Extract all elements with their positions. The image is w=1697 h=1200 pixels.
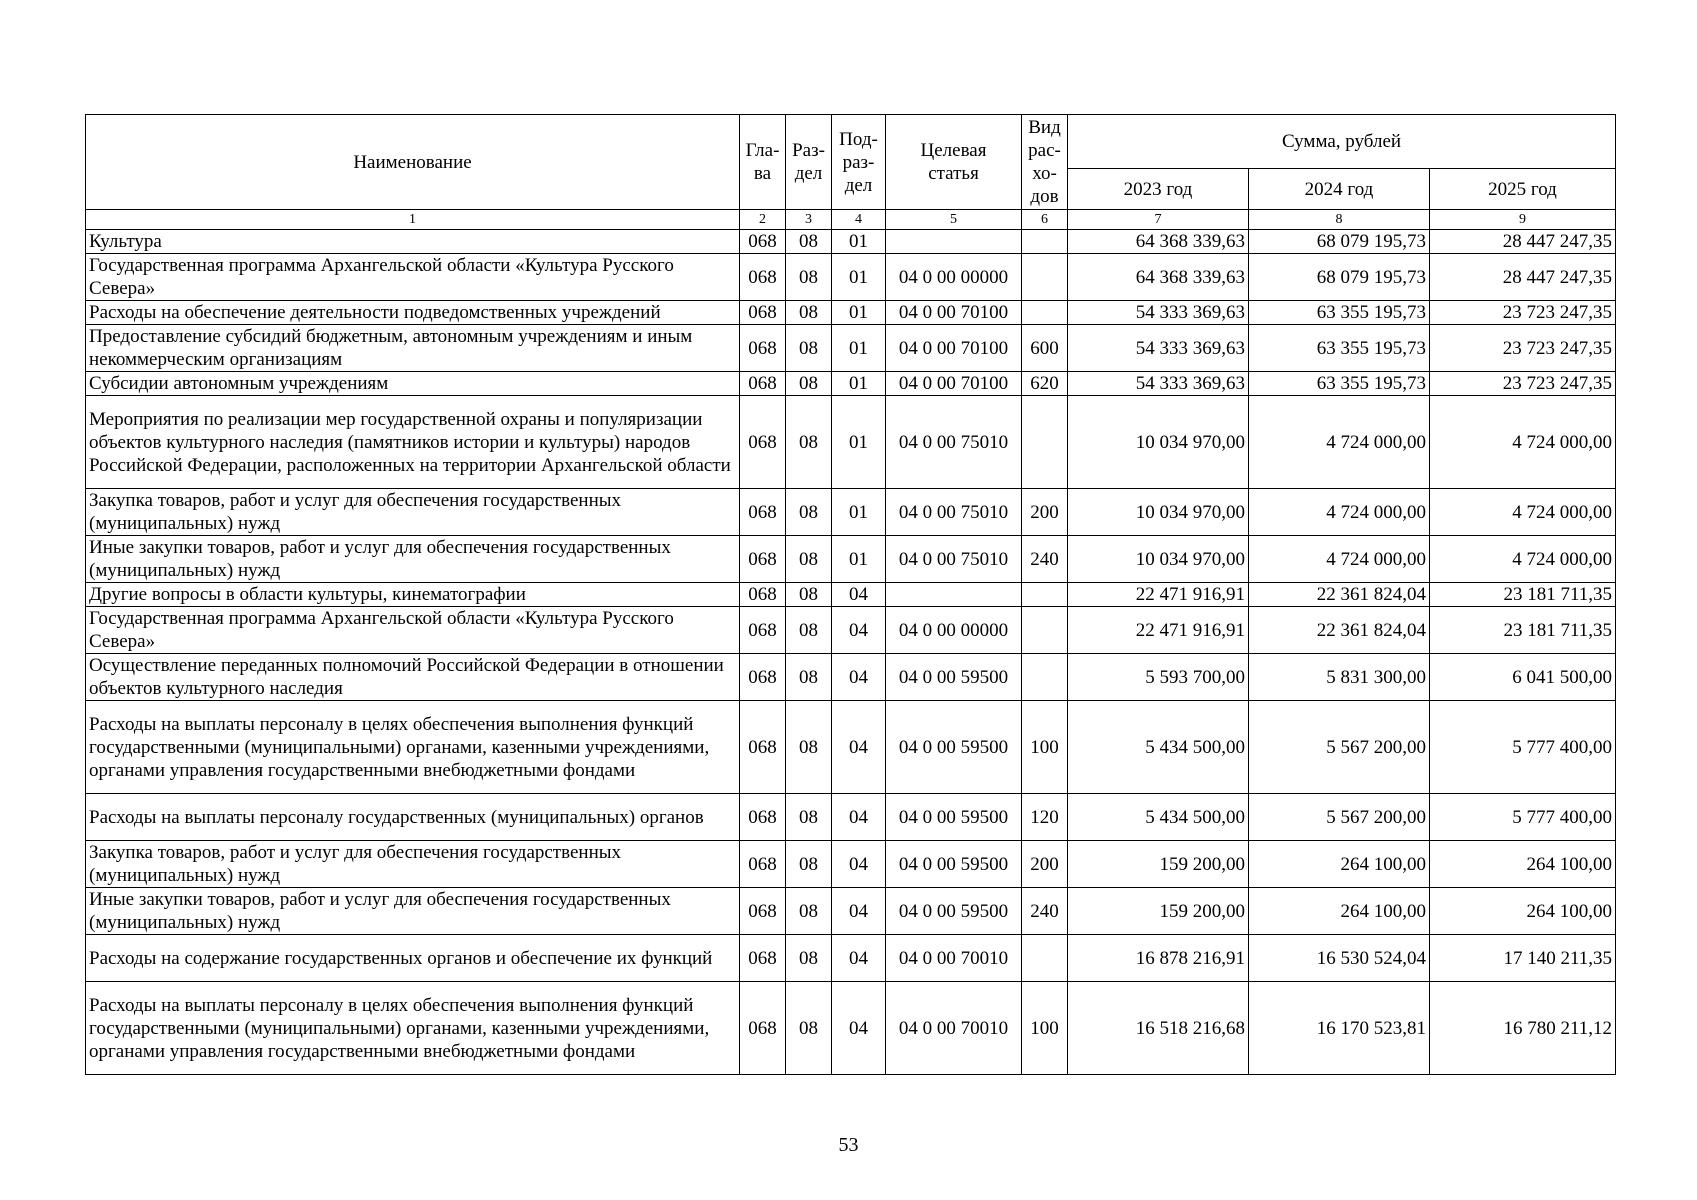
row-amount-2025-cell: 23 181 711,35 [1430,583,1616,607]
row-section-cell: 08 [786,935,832,982]
row-amount-2024-cell: 4 724 000,00 [1249,536,1430,583]
row-name-cell: Государственная программа Архангельской области «Культура Русского Севера» [86,254,740,301]
row-subsection-cell: 01 [832,254,886,301]
row-amount-2024-cell: 264 100,00 [1249,841,1430,888]
row-kind-cell [1022,254,1068,301]
row-section-cell: 08 [786,396,832,489]
row-section-cell: 08 [786,888,832,935]
row-subsection-cell: 04 [832,841,886,888]
row-amount-2023-cell: 5 593 700,00 [1068,654,1249,701]
row-amount-2025-cell: 6 041 500,00 [1430,654,1616,701]
row-target-cell: 04 0 00 70010 [886,935,1022,982]
row-subsection-cell: 04 [832,982,886,1075]
row-name-cell: Закупка товаров, работ и услуг для обеспечения государственных (муниципальных) нужд [86,489,740,536]
row-name-cell: Государственная программа Архангельской области «Культура Русского Севера» [86,607,740,654]
table-row [86,254,1616,301]
row-subsection-cell: 01 [832,536,886,583]
row-chapter-cell: 068 [740,935,786,982]
row-amount-2023-cell: 10 034 970,00 [1068,396,1249,489]
table-row [86,489,1616,536]
row-target-cell: 04 0 00 59500 [886,654,1022,701]
row-chapter-cell: 068 [740,982,786,1075]
row-amount-2025-cell: 23 181 711,35 [1430,607,1616,654]
column-number: 5 [886,210,1022,230]
table-header [86,115,1616,230]
budget-table [85,114,1616,1075]
header-target: Целевая статья [886,115,1022,210]
row-section-cell: 08 [786,301,832,325]
row-target-cell: 04 0 00 59500 [886,701,1022,794]
table-row [86,607,1616,654]
row-subsection-cell: 04 [832,583,886,607]
row-target-cell: 04 0 00 70100 [886,372,1022,396]
row-amount-2025-cell: 4 724 000,00 [1430,489,1616,536]
row-amount-2024-cell: 63 355 195,73 [1249,372,1430,396]
row-subsection-cell: 01 [832,372,886,396]
row-target-cell: 04 0 00 75010 [886,536,1022,583]
row-target-cell: 04 0 00 59500 [886,888,1022,935]
table-row [86,982,1616,1075]
row-chapter-cell: 068 [740,396,786,489]
row-target-cell [886,230,1022,254]
row-chapter-cell: 068 [740,841,786,888]
row-amount-2025-cell: 16 780 211,12 [1430,982,1616,1075]
row-amount-2024-cell: 16 170 523,81 [1249,982,1430,1075]
header-year-2023: 2023 год [1068,169,1249,210]
row-chapter-cell: 068 [740,607,786,654]
row-amount-2025-cell: 17 140 211,35 [1430,935,1616,982]
row-section-cell: 08 [786,372,832,396]
row-name-cell: Культура [86,230,740,254]
row-amount-2025-cell: 264 100,00 [1430,841,1616,888]
row-subsection-cell: 01 [832,325,886,372]
row-section-cell: 08 [786,841,832,888]
row-amount-2023-cell: 5 434 500,00 [1068,701,1249,794]
column-number: 1 [86,210,740,230]
row-amount-2024-cell: 264 100,00 [1249,888,1430,935]
column-number: 9 [1430,210,1616,230]
row-subsection-cell: 04 [832,888,886,935]
row-kind-cell [1022,301,1068,325]
row-name-cell: Расходы на выплаты персоналу в целях обеспечения выполнения функций государственными (муниципальными) органами, казенными учреждениями, органами управления государственными внебюджетными фондами [86,982,740,1075]
row-section-cell: 08 [786,254,832,301]
row-section-cell: 08 [786,489,832,536]
row-chapter-cell: 068 [740,489,786,536]
row-target-cell: 04 0 00 75010 [886,396,1022,489]
header-subsection: Под- раз- дел [832,115,886,210]
row-kind-cell [1022,935,1068,982]
row-kind-cell: 200 [1022,841,1068,888]
row-name-cell: Мероприятия по реализации мер государственной охраны и популяризации объектов культурного наследия (памятников истории и культуры) народов Российской Федерации, расположенных на территории Архангельской области [86,396,740,489]
row-amount-2025-cell: 264 100,00 [1430,888,1616,935]
row-target-cell: 04 0 00 59500 [886,794,1022,841]
header-year-2025: 2025 год [1430,169,1616,210]
row-target-cell: 04 0 00 70010 [886,982,1022,1075]
table-row [86,536,1616,583]
row-kind-cell: 240 [1022,536,1068,583]
row-name-cell: Субсидии автономным учреждениям [86,372,740,396]
column-number: 3 [786,210,832,230]
row-subsection-cell: 04 [832,701,886,794]
row-chapter-cell: 068 [740,654,786,701]
page-number: 53 [838,1134,859,1156]
row-amount-2025-cell: 5 777 400,00 [1430,701,1616,794]
row-amount-2024-cell: 16 530 524,04 [1249,935,1430,982]
table-row [86,301,1616,325]
row-chapter-cell: 068 [740,325,786,372]
row-section-cell: 08 [786,230,832,254]
column-number: 4 [832,210,886,230]
row-amount-2023-cell: 22 471 916,91 [1068,583,1249,607]
table-row [86,888,1616,935]
row-subsection-cell: 01 [832,301,886,325]
table-row [86,935,1616,982]
row-name-cell: Расходы на обеспечение деятельности подведомственных учреждений [86,301,740,325]
row-amount-2023-cell: 54 333 369,63 [1068,325,1249,372]
row-name-cell: Расходы на выплаты персоналу в целях обеспечения выполнения функций государственными (муниципальными) органами, казенными учреждениями, органами управления государственными внебюджетными фондами [86,701,740,794]
table-row [86,325,1616,372]
row-kind-cell: 240 [1022,888,1068,935]
row-name-cell: Иные закупки товаров, работ и услуг для обеспечения государственных (муниципальных) нужд [86,888,740,935]
row-name-cell: Расходы на содержание государственных органов и обеспечение их функций [86,935,740,982]
row-subsection-cell: 04 [832,935,886,982]
row-amount-2024-cell: 68 079 195,73 [1249,254,1430,301]
row-kind-cell [1022,230,1068,254]
row-amount-2023-cell: 159 200,00 [1068,888,1249,935]
row-kind-cell: 100 [1022,982,1068,1075]
row-section-cell: 08 [786,536,832,583]
row-amount-2023-cell: 22 471 916,91 [1068,607,1249,654]
row-target-cell: 04 0 00 00000 [886,254,1022,301]
row-section-cell: 08 [786,794,832,841]
row-amount-2025-cell: 4 724 000,00 [1430,536,1616,583]
row-section-cell: 08 [786,325,832,372]
column-number: 6 [1022,210,1068,230]
row-amount-2025-cell: 4 724 000,00 [1430,396,1616,489]
table-row [86,701,1616,794]
row-name-cell: Другие вопросы в области культуры, кинематографии [86,583,740,607]
table-row [86,654,1616,701]
row-target-cell: 04 0 00 59500 [886,841,1022,888]
row-kind-cell: 600 [1022,325,1068,372]
row-kind-cell [1022,396,1068,489]
row-amount-2024-cell: 4 724 000,00 [1249,489,1430,536]
row-kind-cell [1022,654,1068,701]
row-subsection-cell: 01 [832,489,886,536]
row-amount-2024-cell: 5 831 300,00 [1249,654,1430,701]
row-name-cell: Расходы на выплаты персоналу государственных (муниципальных) органов [86,794,740,841]
table-row [86,841,1616,888]
row-target-cell: 04 0 00 00000 [886,607,1022,654]
row-name-cell: Предоставление субсидий бюджетным, автономным учреждениям и иным некоммерческим организациям [86,325,740,372]
row-section-cell: 08 [786,583,832,607]
row-chapter-cell: 068 [740,254,786,301]
row-section-cell: 08 [786,654,832,701]
row-target-cell: 04 0 00 70100 [886,325,1022,372]
row-target-cell [886,583,1022,607]
row-amount-2024-cell: 63 355 195,73 [1249,301,1430,325]
table-row [86,583,1616,607]
table-row [86,794,1616,841]
table-row [86,396,1616,489]
row-amount-2025-cell: 5 777 400,00 [1430,794,1616,841]
row-amount-2024-cell: 5 567 200,00 [1249,701,1430,794]
row-amount-2023-cell: 54 333 369,63 [1068,301,1249,325]
row-section-cell: 08 [786,607,832,654]
row-chapter-cell: 068 [740,888,786,935]
row-chapter-cell: 068 [740,230,786,254]
row-chapter-cell: 068 [740,794,786,841]
row-kind-cell: 200 [1022,489,1068,536]
row-amount-2025-cell: 28 447 247,35 [1430,230,1616,254]
row-subsection-cell: 01 [832,230,886,254]
row-kind-cell: 100 [1022,701,1068,794]
row-chapter-cell: 068 [740,583,786,607]
row-amount-2025-cell: 23 723 247,35 [1430,301,1616,325]
row-subsection-cell: 01 [832,396,886,489]
row-kind-cell [1022,607,1068,654]
row-subsection-cell: 04 [832,654,886,701]
column-number: 8 [1249,210,1430,230]
row-chapter-cell: 068 [740,372,786,396]
row-amount-2025-cell: 23 723 247,35 [1430,372,1616,396]
header-sum: Сумма, рублей [1068,115,1616,169]
row-subsection-cell: 04 [832,607,886,654]
row-amount-2023-cell: 159 200,00 [1068,841,1249,888]
header-name: Наименование [86,115,740,210]
row-amount-2025-cell: 23 723 247,35 [1430,325,1616,372]
row-section-cell: 08 [786,982,832,1075]
row-amount-2024-cell: 68 079 195,73 [1249,230,1430,254]
row-amount-2024-cell: 22 361 824,04 [1249,607,1430,654]
column-number: 7 [1068,210,1249,230]
table-row [86,372,1616,396]
row-target-cell: 04 0 00 75010 [886,489,1022,536]
row-amount-2023-cell: 10 034 970,00 [1068,489,1249,536]
table-row [86,230,1616,254]
row-kind-cell: 120 [1022,794,1068,841]
row-name-cell: Закупка товаров, работ и услуг для обеспечения государственных (муниципальных) нужд [86,841,740,888]
row-amount-2023-cell: 5 434 500,00 [1068,794,1249,841]
column-number: 2 [740,210,786,230]
header-chapter: Гла- ва [740,115,786,210]
row-target-cell: 04 0 00 70100 [886,301,1022,325]
row-subsection-cell: 04 [832,794,886,841]
row-amount-2024-cell: 63 355 195,73 [1249,325,1430,372]
row-kind-cell: 620 [1022,372,1068,396]
row-amount-2025-cell: 28 447 247,35 [1430,254,1616,301]
row-amount-2024-cell: 5 567 200,00 [1249,794,1430,841]
row-chapter-cell: 068 [740,701,786,794]
header-year-2024: 2024 год [1249,169,1430,210]
table-body [86,230,1616,1075]
row-amount-2024-cell: 22 361 824,04 [1249,583,1430,607]
row-section-cell: 08 [786,701,832,794]
row-amount-2024-cell: 4 724 000,00 [1249,396,1430,489]
row-kind-cell [1022,583,1068,607]
row-name-cell: Иные закупки товаров, работ и услуг для обеспечения государственных (муниципальных) нужд [86,536,740,583]
row-amount-2023-cell: 54 333 369,63 [1068,372,1249,396]
row-amount-2023-cell: 16 518 216,68 [1068,982,1249,1075]
column-number-row [86,210,1616,230]
row-chapter-cell: 068 [740,536,786,583]
row-name-cell: Осуществление переданных полномочий Российской Федерации в отношении объектов культурного наследия [86,654,740,701]
row-amount-2023-cell: 16 878 216,91 [1068,935,1249,982]
row-chapter-cell: 068 [740,301,786,325]
header-section: Раз- дел [786,115,832,210]
header-kind: Вид рас- хо- дов [1022,115,1068,210]
row-amount-2023-cell: 10 034 970,00 [1068,536,1249,583]
row-amount-2023-cell: 64 368 339,63 [1068,254,1249,301]
row-amount-2023-cell: 64 368 339,63 [1068,230,1249,254]
